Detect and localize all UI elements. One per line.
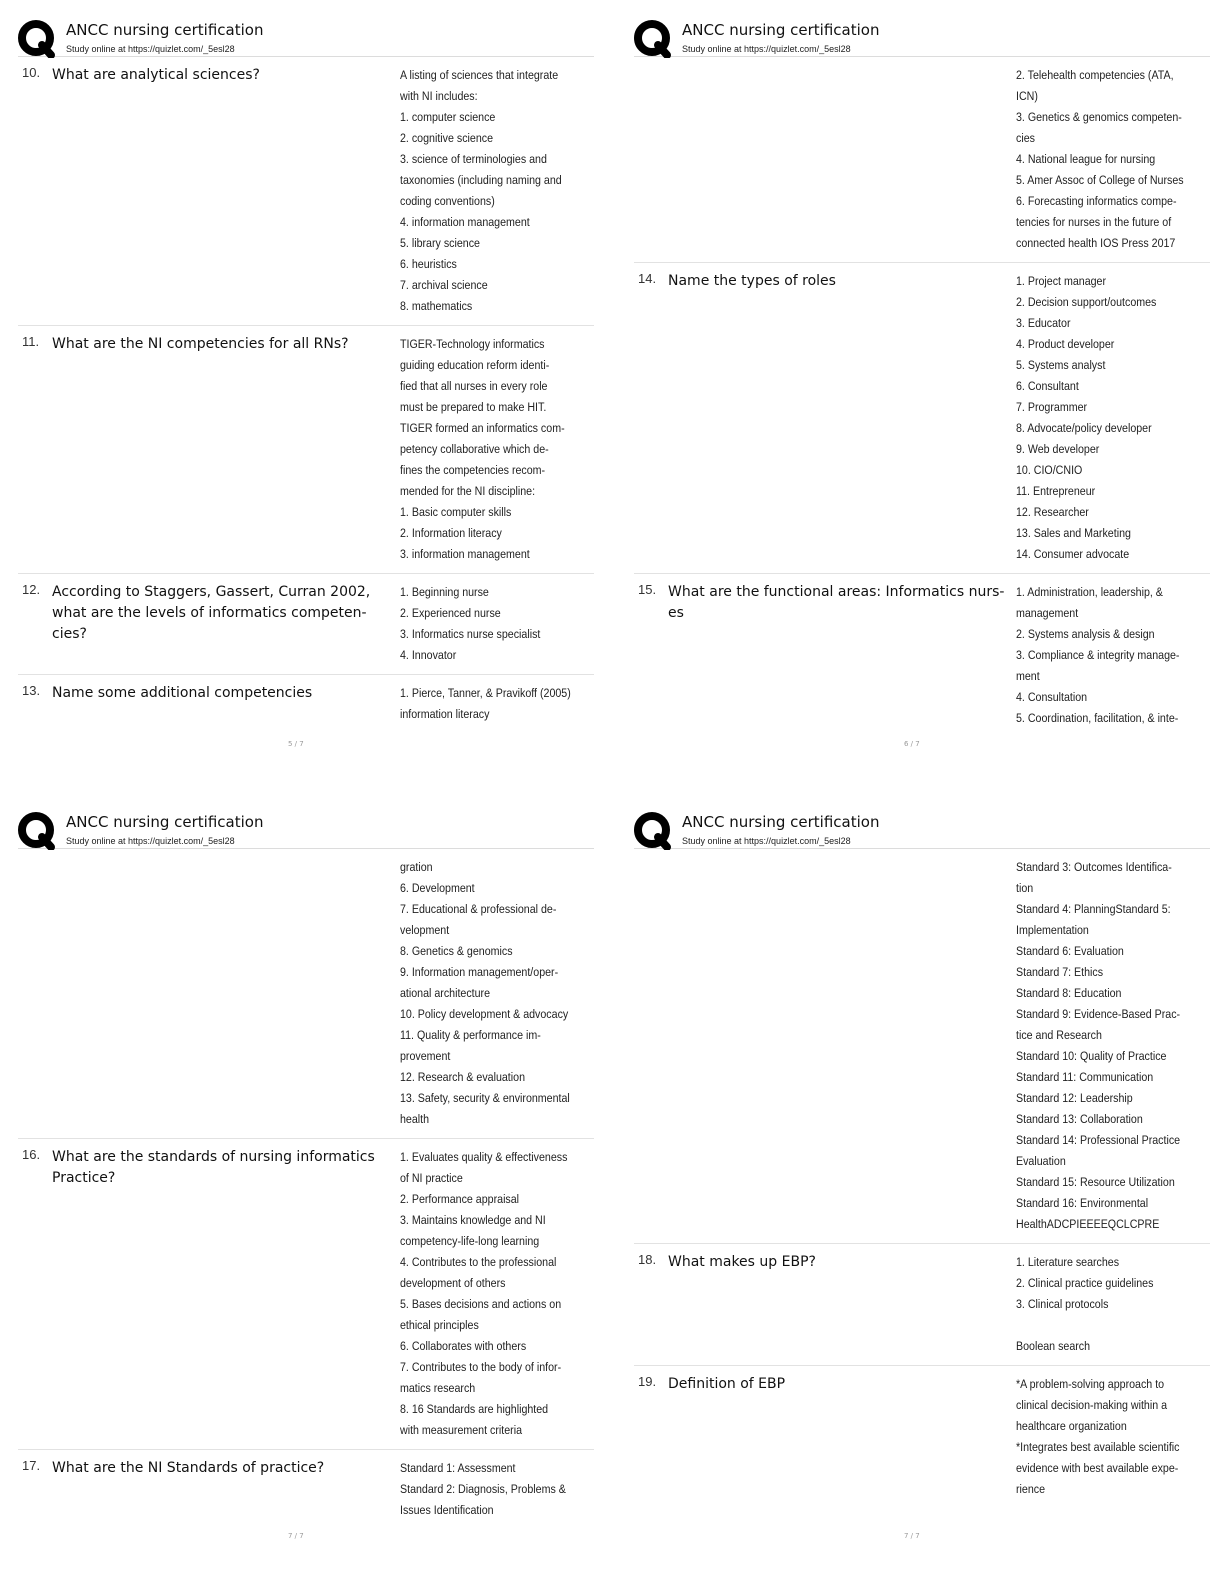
card-number: 17. xyxy=(22,1458,41,1473)
definition-line: information literacy xyxy=(400,707,490,721)
definition-line: *Integrates best available scientific xyxy=(1016,1440,1180,1454)
definition-line: 3. Maintains knowledge and NI xyxy=(400,1213,546,1227)
definition-line: 11. Entrepreneur xyxy=(1016,484,1096,498)
definition-line: with NI includes: xyxy=(400,89,478,103)
flashcard-row xyxy=(18,326,594,574)
card-definition xyxy=(400,683,571,725)
definition xyxy=(1016,65,1184,254)
card-number: 10. xyxy=(22,65,41,80)
flashcard-page-4 xyxy=(634,806,1210,1576)
page-number: 6 / 7 xyxy=(904,740,920,748)
quizlet-logo-icon xyxy=(18,20,56,58)
page-header xyxy=(634,14,1210,57)
definition-line: provement xyxy=(400,1049,451,1063)
card-term: Name the types of roles xyxy=(668,273,836,289)
card-term: What are analytical sciences? xyxy=(52,67,260,83)
definition-line: 12. Research & evaluation xyxy=(400,1070,525,1084)
definition-line: connected health IOS Press 2017 xyxy=(1016,236,1176,250)
card-definition xyxy=(400,334,565,565)
definition-line: ational architecture xyxy=(400,986,491,1000)
quizlet-logo-icon xyxy=(18,812,56,850)
card-term: Definition of EBP xyxy=(668,1376,786,1392)
definition-line: Standard 8: Education xyxy=(1016,986,1122,1000)
definition-line: Implementation xyxy=(1016,923,1089,937)
definition-line: Standard 13: Collaboration xyxy=(1016,1112,1143,1126)
definition-line: 6. heuristics xyxy=(400,257,457,271)
definition-line: healthcare organization xyxy=(1016,1419,1127,1433)
header-title: ANCC nursing certification xyxy=(66,21,264,39)
card-definition xyxy=(1016,1374,1179,1500)
definition-line: 7. Programmer xyxy=(1016,400,1088,414)
definition-line: 6. Forecasting informatics compe- xyxy=(1016,194,1177,208)
definition-line: 6. Development xyxy=(400,881,475,895)
definition-line: matics research xyxy=(400,1381,476,1395)
definition-line: 3. science of terminologies and xyxy=(400,152,547,166)
card-number: 19. xyxy=(638,1374,657,1389)
card-term: What are the standards of nursing informatics Practice? xyxy=(52,1149,375,1186)
continued-definition xyxy=(634,849,1210,1244)
card-definition xyxy=(400,1458,566,1521)
definition-line: 5. library science xyxy=(400,236,480,250)
definition-line: Standard 11: Communication xyxy=(1016,1070,1154,1084)
definition-line: 1. Beginning nurse xyxy=(400,585,489,599)
definition-line: HealthADCPIEEEEQCLCPRE xyxy=(1016,1217,1160,1231)
flashcard-row xyxy=(634,1244,1210,1366)
card-number: 11. xyxy=(22,334,40,349)
definition-line: 2. Systems analysis & design xyxy=(1016,627,1155,641)
definition-line: must be prepared to make HIT. xyxy=(400,400,547,414)
definition-line: 13. Safety, security & environmental xyxy=(400,1091,570,1105)
flashcard-page-1 xyxy=(18,14,594,784)
definition-line: Standard 6: Evaluation xyxy=(1016,944,1124,958)
definition-line: Standard 14: Professional Practice xyxy=(1016,1133,1181,1147)
definition-line: 12. Researcher xyxy=(1016,505,1089,519)
definition-line: 4. Contributes to the professional xyxy=(400,1255,557,1269)
page-header xyxy=(634,806,1210,849)
definition-line: management xyxy=(1016,606,1079,620)
definition-line: 3. Educator xyxy=(1016,316,1071,330)
header-title: ANCC nursing certification xyxy=(682,813,880,831)
definition-line: competency-life-long learning xyxy=(400,1234,540,1248)
definition-line: 2. Decision support/outcomes xyxy=(1016,295,1157,309)
definition-line xyxy=(1016,1315,1179,1336)
page-header xyxy=(18,14,594,57)
flashcard-row xyxy=(18,57,594,326)
definition-line: 4. Innovator xyxy=(400,648,457,662)
definition-line: Issues Identification xyxy=(400,1503,494,1517)
definition-line: 7. Educational & professional de- xyxy=(400,902,557,916)
definition-line: 3. Compliance & integrity manage- xyxy=(1016,648,1180,662)
card-definition xyxy=(1016,271,1179,565)
definition-line: 5. Amer Assoc of College of Nurses xyxy=(1016,173,1184,187)
definition-line: velopment xyxy=(400,923,450,937)
definition-line: 10. Policy development & advocacy xyxy=(400,1007,569,1021)
card-number: 15. xyxy=(638,582,657,597)
definition-line: 8. mathematics xyxy=(400,299,473,313)
flashcard-row xyxy=(18,675,594,733)
definition xyxy=(400,857,570,1130)
definition-line: 9. Web developer xyxy=(1016,442,1100,456)
definition-line: Standard 15: Resource Utilization xyxy=(1016,1175,1175,1189)
definition-line: 2. Performance appraisal xyxy=(400,1192,520,1206)
card-number: 16. xyxy=(22,1147,41,1162)
definition-line: with measurement criteria xyxy=(400,1423,522,1437)
definition-line: TIGER-Technology informatics xyxy=(400,337,545,351)
card-term: Name some additional competencies xyxy=(52,685,313,701)
card-number: 12. xyxy=(22,582,41,597)
definition-line: 4. information management xyxy=(400,215,530,229)
definition-line: Standard 9: Evidence-Based Prac- xyxy=(1016,1007,1181,1021)
definition-line: 4. Product developer xyxy=(1016,337,1115,351)
flashcard-row xyxy=(634,263,1210,574)
definition-line: 2. Information literacy xyxy=(400,526,502,540)
continued-definition xyxy=(634,57,1210,263)
definition-line: 1. Project manager xyxy=(1016,274,1107,288)
definition-line: fines the competencies recom- xyxy=(400,463,546,477)
flashcard-row xyxy=(18,1139,594,1450)
card-term: What are the NI competencies for all RNs? xyxy=(52,336,349,352)
header-title: ANCC nursing certification xyxy=(682,21,880,39)
definition-line: Standard 7: Ethics xyxy=(1016,965,1104,979)
definition-line: tice and Research xyxy=(1016,1028,1102,1042)
definition-line: tencies for nurses in the future of xyxy=(1016,215,1172,229)
card-definition xyxy=(400,1147,567,1441)
definition-line: 6. Consultant xyxy=(1016,379,1079,393)
definition-line: 7. Contributes to the body of infor- xyxy=(400,1360,562,1374)
definition-line: Evaluation xyxy=(1016,1154,1066,1168)
definition-line: A listing of sciences that integrate xyxy=(400,68,559,82)
definition-line: gration xyxy=(400,860,433,874)
definition-line: 5. Bases decisions and actions on xyxy=(400,1297,562,1311)
quizlet-logo-icon xyxy=(634,20,672,58)
definition-line: guiding education reform identi- xyxy=(400,358,550,372)
definition-line: 11. Quality & performance im- xyxy=(400,1028,541,1042)
card-definition xyxy=(1016,582,1179,729)
definition-line: rience xyxy=(1016,1482,1046,1496)
definition-line: 4. Consultation xyxy=(1016,690,1088,704)
definition-line: 2. cognitive science xyxy=(400,131,494,145)
definition-line: coding conventions) xyxy=(400,194,495,208)
header-subtitle: Study online at https://quizlet.com/_5esl28 xyxy=(682,44,851,54)
definition-line: taxonomies (including naming and xyxy=(400,173,562,187)
definition-line: of NI practice xyxy=(400,1171,463,1185)
quizlet-logo-icon xyxy=(634,812,672,850)
definition-line: Standard 3: Outcomes Identifica- xyxy=(1016,860,1172,874)
definition-line: *A problem-solving approach to xyxy=(1016,1377,1165,1391)
header-subtitle: Study online at https://quizlet.com/_5esl28 xyxy=(66,44,235,54)
card-number: 14. xyxy=(638,271,657,286)
definition xyxy=(1016,857,1180,1235)
definition-line: 6. Collaborates with others xyxy=(400,1339,527,1353)
card-definition xyxy=(400,65,563,317)
card-number: 18. xyxy=(638,1252,657,1267)
definition-line: ethical principles xyxy=(400,1318,479,1332)
definition-line: 8. 16 Standards are highlighted xyxy=(400,1402,549,1416)
flashcard-row xyxy=(634,574,1210,737)
definition-line: petency collaborative which de- xyxy=(400,442,549,456)
definition-line: 2. Experienced nurse xyxy=(400,606,501,620)
definition-line: cies xyxy=(1016,131,1035,145)
card-definition xyxy=(400,582,563,666)
definition-line: 8. Advocate/policy developer xyxy=(1016,421,1152,435)
definition-line: 1. Administration, leadership, & xyxy=(1016,585,1163,599)
page-number: 7 / 7 xyxy=(288,1532,304,1540)
card-term: What makes up EBP? xyxy=(668,1254,816,1270)
card-list xyxy=(634,849,1210,1508)
definition-line: 4. National league for nursing xyxy=(1016,152,1156,166)
definition-line: 1. Evaluates quality & effectiveness xyxy=(400,1150,568,1164)
definition-line: 1. Pierce, Tanner, & Pravikoff (2005) xyxy=(400,686,571,700)
header-subtitle: Study online at https://quizlet.com/_5esl28 xyxy=(66,836,235,846)
flashcard-row xyxy=(634,1366,1210,1508)
header-title: ANCC nursing certification xyxy=(66,813,264,831)
card-term: What are the NI Standards of practice? xyxy=(52,1460,325,1476)
card-list xyxy=(634,57,1210,737)
definition-line: 10. CIO/CNIO xyxy=(1016,463,1083,477)
definition-line: 2. Telehealth competencies (ATA, xyxy=(1016,68,1174,82)
definition-line: 9. Information management/oper- xyxy=(400,965,559,979)
definition-line: ment xyxy=(1016,669,1040,683)
page-header xyxy=(18,806,594,849)
definition-line: Standard 4: PlanningStandard 5: xyxy=(1016,902,1171,916)
definition-line: 13. Sales and Marketing xyxy=(1016,526,1131,540)
definition-line: 5. Coordination, facilitation, & inte- xyxy=(1016,711,1179,725)
flashcard-row xyxy=(18,574,594,675)
flashcard-page-2 xyxy=(634,14,1210,784)
definition-line: mended for the NI discipline: xyxy=(400,484,536,498)
card-term: What are the functional areas: Informatics nurs-es xyxy=(668,584,1005,621)
definition-line: development of others xyxy=(400,1276,506,1290)
definition-line: 1. Basic computer skills xyxy=(400,505,512,519)
definition-line: 5. Systems analyst xyxy=(1016,358,1106,372)
continued-definition xyxy=(18,849,594,1139)
card-number: 13. xyxy=(22,683,41,698)
definition-line: 3. Informatics nurse specialist xyxy=(400,627,541,641)
definition-line: TIGER formed an informatics com- xyxy=(400,421,565,435)
page-number: 7 / 7 xyxy=(904,1532,920,1540)
definition-line: clinical decision-making within a xyxy=(1016,1398,1168,1412)
card-term: According to Staggers, Gassert, Curran 2002, what are the levels of informatics competen-cies? xyxy=(52,584,371,642)
definition-line: 14. Consumer advocate xyxy=(1016,547,1130,561)
card-list xyxy=(18,849,594,1529)
definition-line: 2. Clinical practice guidelines xyxy=(1016,1276,1154,1290)
definition-line: Standard 2: Diagnosis, Problems & xyxy=(400,1482,566,1496)
page-number: 5 / 7 xyxy=(288,740,304,748)
flashcard-page-3 xyxy=(18,806,594,1576)
definition-line: 3. Clinical protocols xyxy=(1016,1297,1109,1311)
definition-line: 3. Genetics & genomics competen- xyxy=(1016,110,1182,124)
definition-line: 3. information management xyxy=(400,547,530,561)
definition-line: Boolean search xyxy=(1016,1339,1091,1353)
definition-line: 1. Literature searches xyxy=(1016,1255,1120,1269)
definition-line: Standard 1: Assessment xyxy=(400,1461,516,1475)
flashcard-row xyxy=(18,1450,594,1529)
definition-line: 8. Genetics & genomics xyxy=(400,944,513,958)
definition-line: Standard 12: Leadership xyxy=(1016,1091,1133,1105)
definition-line: Standard 10: Quality of Practice xyxy=(1016,1049,1167,1063)
definition-line: ICN) xyxy=(1016,89,1038,103)
definition-line: 7. archival science xyxy=(400,278,488,292)
header-subtitle: Study online at https://quizlet.com/_5esl28 xyxy=(682,836,851,846)
definition-line: fied that all nurses in every role xyxy=(400,379,548,393)
definition-line: tion xyxy=(1016,881,1034,895)
card-list xyxy=(18,57,594,733)
definition-line: health xyxy=(400,1112,430,1126)
definition-line: evidence with best available expe- xyxy=(1016,1461,1179,1475)
definition-line: 1. computer science xyxy=(400,110,496,124)
definition-line: Standard 16: Environmental xyxy=(1016,1196,1149,1210)
card-definition xyxy=(1016,1252,1179,1357)
